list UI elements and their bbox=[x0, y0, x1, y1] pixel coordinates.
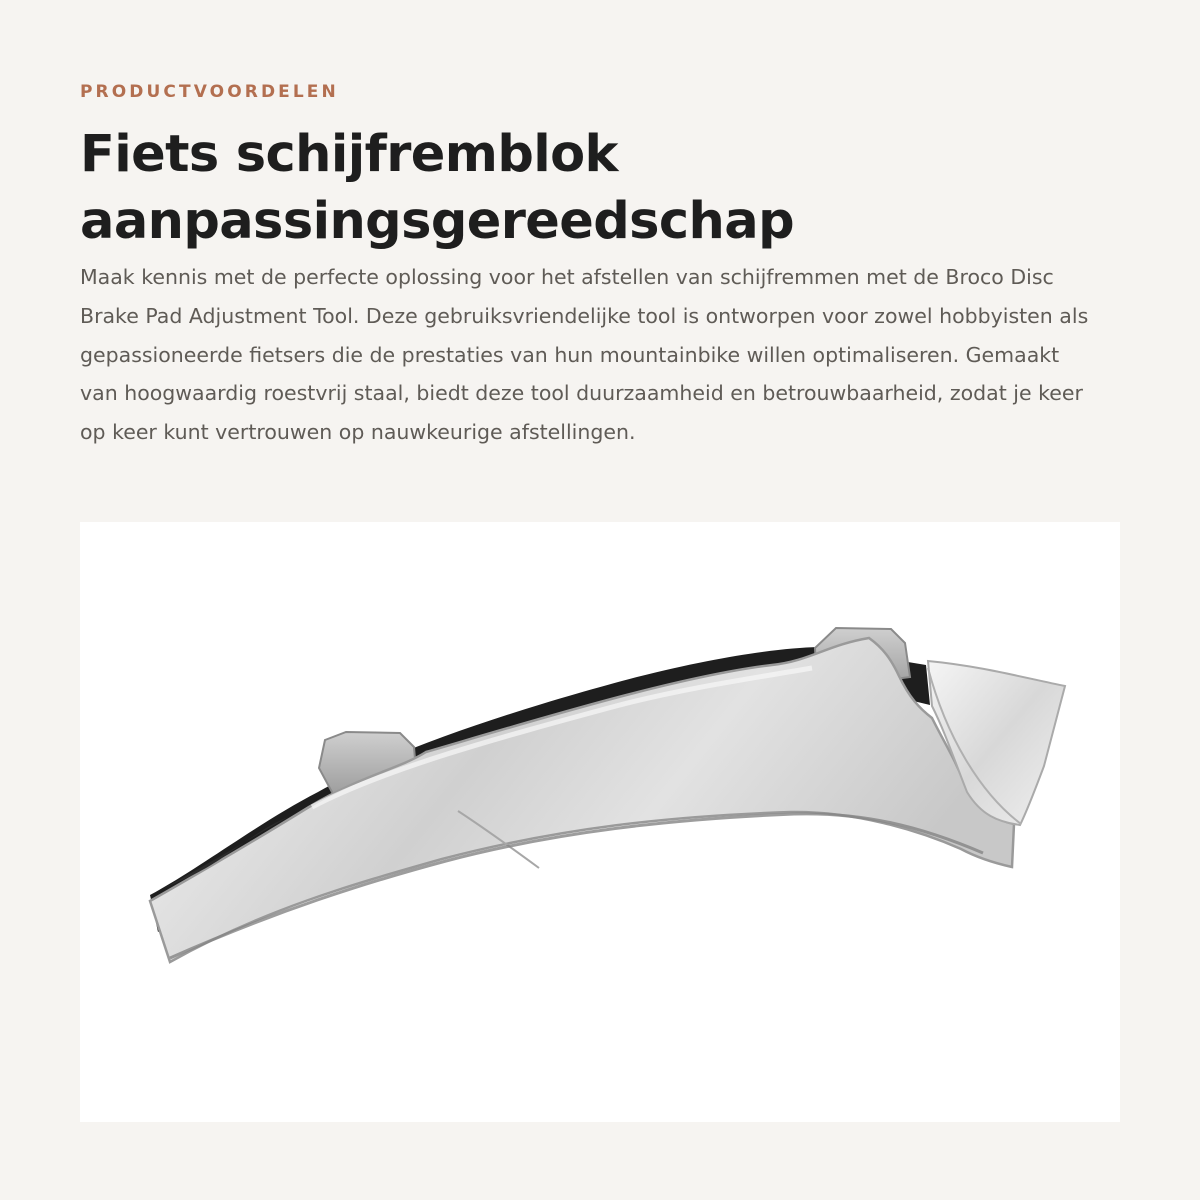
product-title-line-1: Fiets schijfremblok bbox=[80, 125, 618, 184]
product-image-panel bbox=[80, 522, 1120, 1122]
product-title bbox=[80, 121, 1080, 255]
brake-pad-adjustment-tool-illustration bbox=[80, 522, 1120, 1122]
product-description: Maak kennis met de perfecte oplossing voor het afstellen van schijfremmen met de Broco Disc Brake Pad Adjustment Tool. Deze gebruiksvriendelijke tool is ontworpen voor zowel hobbyisten als gepassioneerde fietsers die de prestaties van hun mountainbike willen optimaliseren. Gemaakt van hoogwaardig roestvrij staal, biedt deze tool duurzaamheid en betrouwbaarheid, zodat je keer op keer kunt vertrouwen op nauwkeurige afstellingen. bbox=[80, 265, 1089, 445]
section-eyebrow: PRODUCTVOORDELEN bbox=[80, 82, 339, 102]
product-benefits-section bbox=[80, 80, 1120, 445]
product-title-line-2: aanpassingsgereedschap bbox=[80, 192, 794, 251]
